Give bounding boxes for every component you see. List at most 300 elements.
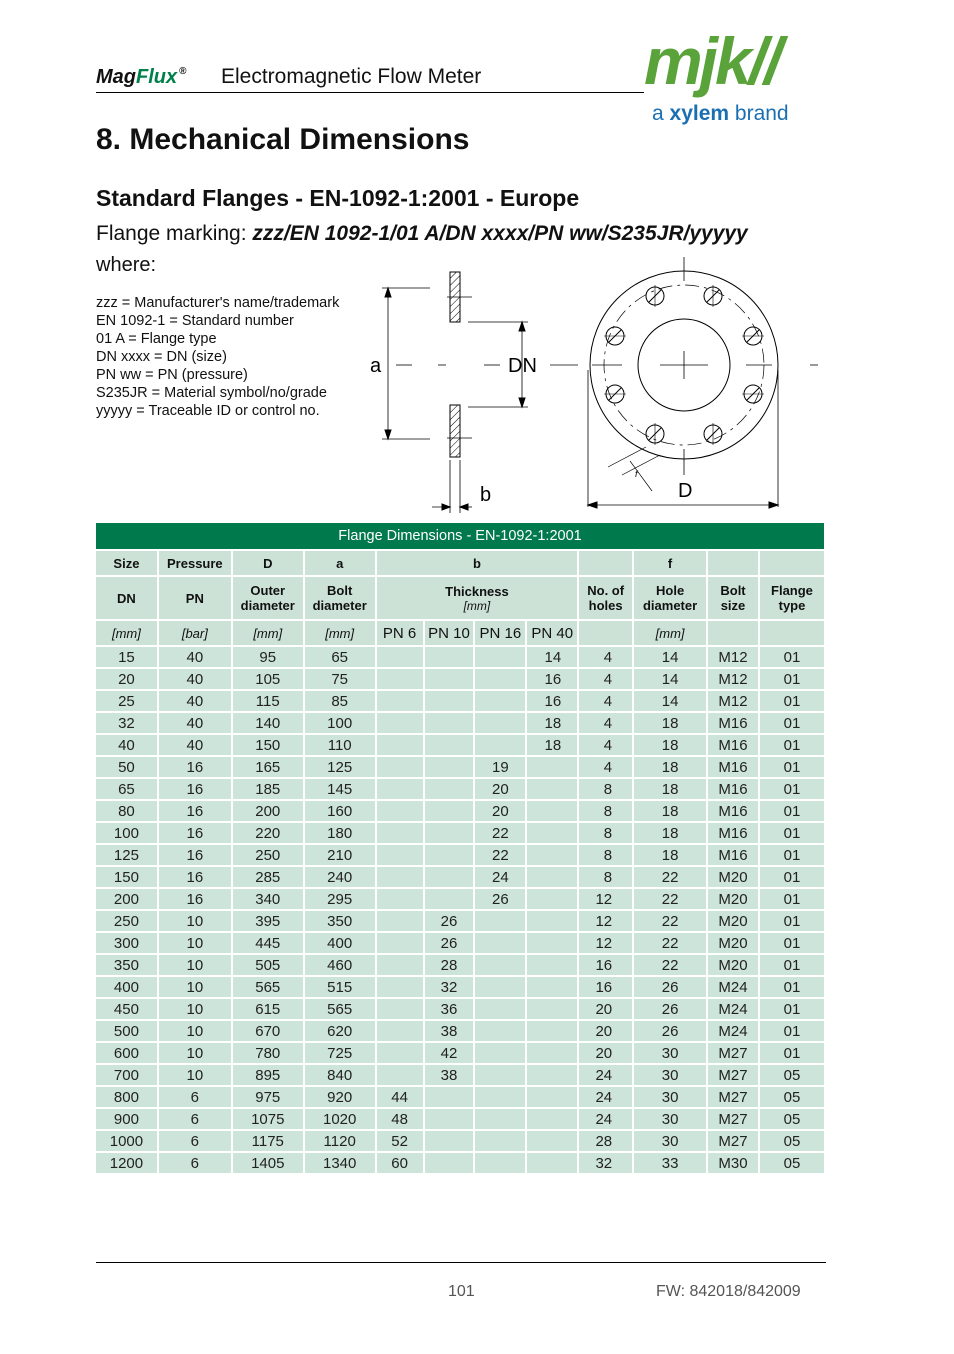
table-cell: 110 <box>304 734 376 756</box>
table-cell: 26 <box>424 910 475 932</box>
table-cell: 285 <box>232 866 304 888</box>
table-cell: 48 <box>376 1108 424 1130</box>
table-cell: 10 <box>158 976 232 998</box>
table-cell: 65 <box>304 646 376 668</box>
head-holes-2: holes <box>588 598 623 613</box>
table-cell: 01 <box>759 822 825 844</box>
table-cell: 1075 <box>232 1108 304 1130</box>
table-cell: 01 <box>759 756 825 778</box>
table-cell: 395 <box>232 910 304 932</box>
table-cell: 515 <box>304 976 376 998</box>
table-header-row-2 <box>96 576 825 620</box>
flange-dimensions-table <box>96 523 826 1175</box>
table-cell: 01 <box>759 1042 825 1064</box>
unit-pn40: PN 40 <box>526 620 578 646</box>
table-cell: M16 <box>707 778 759 800</box>
head-outer-diameter <box>232 576 304 620</box>
table-cell: 16 <box>158 822 232 844</box>
table-cell: 18 <box>633 822 707 844</box>
table-cell: 300 <box>96 932 158 954</box>
table-cell: 19 <box>474 756 526 778</box>
table-cell: 26 <box>633 976 707 998</box>
table-row <box>96 1042 825 1064</box>
table-cell: 160 <box>304 800 376 822</box>
table-cell <box>474 646 526 668</box>
page-title: 8. Mechanical Dimensions <box>96 123 470 156</box>
table-cell: 12 <box>578 910 633 932</box>
table-cell: 16 <box>158 888 232 910</box>
table-cell: 05 <box>759 1152 825 1174</box>
table-cell <box>526 976 578 998</box>
table-cell: 01 <box>759 778 825 800</box>
head-flange-type <box>759 576 825 620</box>
table-cell: 14 <box>526 646 578 668</box>
table-cell: 01 <box>759 998 825 1020</box>
head-outer-1: Outer <box>250 583 286 598</box>
table-cell: 6 <box>158 1130 232 1152</box>
table-cell: 10 <box>158 1020 232 1042</box>
table-cell <box>424 756 475 778</box>
table-cell: 200 <box>96 888 158 910</box>
marking-value: zzz/EN 1092-1/01 A/DN xxxx/PN ww/S235JR/yyyyy <box>252 222 748 245</box>
table-cell: 42 <box>424 1042 475 1064</box>
table-cell <box>424 668 475 690</box>
table-row <box>96 1020 825 1042</box>
table-cell: 4 <box>578 646 633 668</box>
note-line: S235JR = Material symbol/no/grade <box>96 385 327 401</box>
table-cell: 18 <box>526 734 578 756</box>
table-cell: 24 <box>578 1108 633 1130</box>
table-cell: 840 <box>304 1064 376 1086</box>
table-cell: M24 <box>707 1020 759 1042</box>
table-cell: 340 <box>232 888 304 910</box>
table-cell: 400 <box>96 976 158 998</box>
table-cell <box>376 712 424 734</box>
col-a: a <box>304 550 376 576</box>
magflux-brand <box>96 66 187 89</box>
table-cell <box>376 690 424 712</box>
table-cell <box>526 1086 578 1108</box>
table-cell: 100 <box>304 712 376 734</box>
table-cell <box>474 1064 526 1086</box>
table-cell <box>376 800 424 822</box>
table-cell <box>526 954 578 976</box>
table-cell: 32 <box>96 712 158 734</box>
table-cell <box>376 866 424 888</box>
table-title: Flange Dimensions - EN-1092-1:2001 <box>96 523 825 550</box>
table-cell: 8 <box>578 822 633 844</box>
table-cell: 240 <box>304 866 376 888</box>
footer-rule <box>96 1262 826 1263</box>
table-cell: 80 <box>96 800 158 822</box>
head-bsize-2: size <box>720 598 746 613</box>
head-bolt-2: diameter <box>312 598 367 613</box>
table-cell <box>474 1152 526 1174</box>
table-cell <box>376 646 424 668</box>
table-row <box>96 646 825 668</box>
table-cell <box>526 778 578 800</box>
col-d: D <box>232 550 304 576</box>
table-cell: 52 <box>376 1130 424 1152</box>
table-row <box>96 954 825 976</box>
table-cell: M20 <box>707 866 759 888</box>
table-row <box>96 910 825 932</box>
table-cell: 220 <box>232 822 304 844</box>
table-cell: 200 <box>232 800 304 822</box>
table-cell <box>376 888 424 910</box>
table-cell: 40 <box>158 646 232 668</box>
table-cell: 15 <box>96 646 158 668</box>
table-cell <box>424 844 475 866</box>
col-size: Size <box>96 550 158 576</box>
flange-side-view <box>382 272 578 513</box>
table-cell: M27 <box>707 1042 759 1064</box>
table-cell: 12 <box>578 932 633 954</box>
table-cell: M20 <box>707 888 759 910</box>
page-number: 101 <box>448 1283 475 1300</box>
table-cell <box>526 910 578 932</box>
table-cell: 05 <box>759 1064 825 1086</box>
table-cell: 40 <box>158 712 232 734</box>
table-cell: 125 <box>304 756 376 778</box>
table-cell: 33 <box>633 1152 707 1174</box>
table-row <box>96 734 825 756</box>
table-cell: 40 <box>158 690 232 712</box>
table-body <box>96 646 825 1174</box>
head-pn: PN <box>158 576 232 620</box>
table-cell: 32 <box>424 976 475 998</box>
col-holes-blank <box>578 550 633 576</box>
table-cell: 30 <box>633 1130 707 1152</box>
table-cell <box>474 1042 526 1064</box>
table-cell: M16 <box>707 712 759 734</box>
table-cell: 140 <box>232 712 304 734</box>
table-cell <box>424 1152 475 1174</box>
firmware-label: FW: 842018/842009 <box>656 1283 801 1300</box>
table-cell <box>424 822 475 844</box>
table-cell <box>526 1108 578 1130</box>
table-cell <box>376 778 424 800</box>
table-cell: 1000 <box>96 1130 158 1152</box>
table-cell: 20 <box>474 778 526 800</box>
unit-holes <box>578 620 633 646</box>
table-cell: 670 <box>232 1020 304 1042</box>
note-line: 01 A = Flange type <box>96 331 217 347</box>
flange-front-view <box>588 257 818 508</box>
table-title-row <box>96 523 825 550</box>
table-cell: 350 <box>304 910 376 932</box>
table-cell: 150 <box>232 734 304 756</box>
brand-mag: Mag <box>96 66 136 88</box>
table-cell: 22 <box>633 932 707 954</box>
table-cell: 16 <box>578 976 633 998</box>
table-row <box>96 976 825 998</box>
table-cell: 18 <box>633 778 707 800</box>
table-row <box>96 1130 825 1152</box>
table-cell: 01 <box>759 1020 825 1042</box>
table-cell: 38 <box>424 1064 475 1086</box>
table-cell: 44 <box>376 1086 424 1108</box>
table-cell <box>424 734 475 756</box>
table-cell <box>526 1064 578 1086</box>
table-cell <box>424 866 475 888</box>
table-cell: 01 <box>759 690 825 712</box>
table-cell: 05 <box>759 1086 825 1108</box>
label-a: a <box>370 355 382 377</box>
table-cell: 16 <box>578 954 633 976</box>
table-cell: 24 <box>578 1086 633 1108</box>
table-cell: 1020 <box>304 1108 376 1130</box>
head-thickness-label: Thickness <box>445 583 509 599</box>
table-cell: 800 <box>96 1086 158 1108</box>
table-cell: 16 <box>158 756 232 778</box>
label-b: b <box>480 484 492 506</box>
table-row <box>96 1086 825 1108</box>
table-cell <box>424 1086 475 1108</box>
table-cell: 01 <box>759 800 825 822</box>
head-hole-diameter <box>633 576 707 620</box>
table-cell: 1405 <box>232 1152 304 1174</box>
table-cell: 1340 <box>304 1152 376 1174</box>
table-row <box>96 844 825 866</box>
table-cell: M16 <box>707 822 759 844</box>
note-line: yyyyy = Traceable ID or control no. <box>96 403 320 419</box>
col-b: b <box>376 550 579 576</box>
table-cell <box>376 734 424 756</box>
table-cell <box>474 1086 526 1108</box>
table-cell <box>474 1130 526 1152</box>
table-cell: 165 <box>232 756 304 778</box>
table-cell: 700 <box>96 1064 158 1086</box>
table-cell: 400 <box>304 932 376 954</box>
table-cell: 26 <box>424 932 475 954</box>
table-cell: 30 <box>633 1108 707 1130</box>
label-dn: DN <box>508 355 537 377</box>
table-cell: 65 <box>96 778 158 800</box>
table-cell: 01 <box>759 954 825 976</box>
table-cell <box>474 954 526 976</box>
table-cell <box>376 822 424 844</box>
table-row <box>96 888 825 910</box>
table-cell <box>376 976 424 998</box>
table-cell: 4 <box>578 712 633 734</box>
label-d: D <box>678 480 693 502</box>
table-cell: 20 <box>96 668 158 690</box>
table-cell <box>526 1152 578 1174</box>
head-no-holes <box>578 576 633 620</box>
table-cell: 6 <box>158 1108 232 1130</box>
head-bolt-diameter <box>304 576 376 620</box>
table-cell: 975 <box>232 1086 304 1108</box>
head-dn: DN <box>96 576 158 620</box>
table-cell <box>474 734 526 756</box>
table-cell <box>376 1042 424 1064</box>
table-row <box>96 800 825 822</box>
head-outer-2: diameter <box>240 598 295 613</box>
table-cell: 16 <box>158 778 232 800</box>
table-cell: 10 <box>158 998 232 1020</box>
table-cell: 38 <box>424 1020 475 1042</box>
table-cell <box>526 844 578 866</box>
table-units-row <box>96 620 825 646</box>
table-cell: 565 <box>232 976 304 998</box>
table-cell: 505 <box>232 954 304 976</box>
table-cell: 295 <box>304 888 376 910</box>
header-rule <box>96 92 644 93</box>
table-row <box>96 932 825 954</box>
table-cell: 920 <box>304 1086 376 1108</box>
table-cell: 125 <box>96 844 158 866</box>
table-cell <box>474 712 526 734</box>
table-cell: 18 <box>633 734 707 756</box>
table-cell: 75 <box>304 668 376 690</box>
table-cell: 36 <box>424 998 475 1020</box>
table-cell: 10 <box>158 1042 232 1064</box>
table-cell: 115 <box>232 690 304 712</box>
table-cell: 6 <box>158 1086 232 1108</box>
table-cell <box>376 844 424 866</box>
table-cell <box>526 1020 578 1042</box>
table-cell: M16 <box>707 844 759 866</box>
table-cell <box>526 822 578 844</box>
table-cell: 85 <box>304 690 376 712</box>
table-cell <box>376 998 424 1020</box>
table-cell: 350 <box>96 954 158 976</box>
table-cell: 01 <box>759 976 825 998</box>
table-cell: 40 <box>158 668 232 690</box>
table-cell <box>526 1042 578 1064</box>
table-cell: 22 <box>474 822 526 844</box>
table-cell: 150 <box>96 866 158 888</box>
table-cell: 450 <box>96 998 158 1020</box>
marking-label: Flange marking: <box>96 222 253 245</box>
head-bolt-1: Bolt <box>327 583 353 598</box>
table-cell: 10 <box>158 1064 232 1086</box>
header-title: Electromagnetic Flow Meter <box>221 65 482 88</box>
table-cell <box>376 1020 424 1042</box>
table-cell: M30 <box>707 1152 759 1174</box>
col-pressure: Pressure <box>158 550 232 576</box>
table-cell: 145 <box>304 778 376 800</box>
table-cell: 26 <box>633 998 707 1020</box>
col-f: f <box>633 550 707 576</box>
unit-pn16: PN 16 <box>474 620 526 646</box>
table-cell <box>474 668 526 690</box>
table-cell: 4 <box>578 756 633 778</box>
col-bolt-blank <box>707 550 759 576</box>
table-cell: 18 <box>633 800 707 822</box>
note-line: EN 1092-1 = Standard number <box>96 313 294 329</box>
table-cell: 26 <box>633 1020 707 1042</box>
head-hole-2: diameter <box>642 598 698 613</box>
table-cell: 25 <box>96 690 158 712</box>
table-cell: 16 <box>526 668 578 690</box>
table-cell: 12 <box>578 888 633 910</box>
note-line: PN ww = PN (pressure) <box>96 367 248 383</box>
unit-pn: [bar] <box>158 620 232 646</box>
table-cell: 1200 <box>96 1152 158 1174</box>
table-cell: 50 <box>96 756 158 778</box>
unit-d: [mm] <box>232 620 304 646</box>
unit-f: [mm] <box>633 620 707 646</box>
table-cell <box>376 668 424 690</box>
table-cell: 895 <box>232 1064 304 1086</box>
table-cell: 16 <box>526 690 578 712</box>
table-cell: 20 <box>474 800 526 822</box>
head-bolt-size <box>707 576 759 620</box>
table-cell <box>424 690 475 712</box>
table-cell: 32 <box>578 1152 633 1174</box>
section-title: Standard Flanges - EN-1092-1:2001 - Europe <box>96 185 580 211</box>
unit-pn10: PN 10 <box>424 620 475 646</box>
table-cell <box>376 910 424 932</box>
table-cell: 18 <box>633 712 707 734</box>
table-cell <box>474 690 526 712</box>
table-cell: 10 <box>158 954 232 976</box>
table-cell: M27 <box>707 1064 759 1086</box>
table-cell: 16 <box>158 844 232 866</box>
table-cell: 105 <box>232 668 304 690</box>
table-cell <box>526 888 578 910</box>
table-cell: 05 <box>759 1130 825 1152</box>
table-cell: 615 <box>232 998 304 1020</box>
table-cell: 18 <box>633 756 707 778</box>
table-cell <box>424 1130 475 1152</box>
table-cell: 24 <box>578 1064 633 1086</box>
table-cell: 05 <box>759 1108 825 1130</box>
table-cell: 16 <box>158 800 232 822</box>
table-cell: 8 <box>578 800 633 822</box>
table-cell: 14 <box>633 690 707 712</box>
table-cell: 20 <box>578 1042 633 1064</box>
tagline-xylem: xylem <box>669 102 730 125</box>
table-cell: 01 <box>759 888 825 910</box>
table-cell <box>376 932 424 954</box>
table-cell: 18 <box>526 712 578 734</box>
table-cell: M27 <box>707 1108 759 1130</box>
table-cell: 180 <box>304 822 376 844</box>
table-cell: 40 <box>158 734 232 756</box>
xylem-tagline <box>652 102 789 126</box>
tagline-a: a <box>652 102 670 125</box>
table-cell: 725 <box>304 1042 376 1064</box>
table-cell <box>376 756 424 778</box>
table-cell: 780 <box>232 1042 304 1064</box>
table-cell: 01 <box>759 844 825 866</box>
table-cell <box>474 1108 526 1130</box>
note-line: zzz = Manufacturer's name/trademark <box>96 295 340 311</box>
table-cell: 01 <box>759 712 825 734</box>
unit-pn6: PN 6 <box>376 620 424 646</box>
table-row <box>96 866 825 888</box>
table-cell: M27 <box>707 1130 759 1152</box>
table-cell: 4 <box>578 734 633 756</box>
table-cell: 8 <box>578 844 633 866</box>
table-cell: 22 <box>633 910 707 932</box>
table-cell: M16 <box>707 734 759 756</box>
table-cell <box>526 932 578 954</box>
table-cell: 10 <box>158 910 232 932</box>
table-cell: M12 <box>707 668 759 690</box>
head-ftype-1: Flange <box>771 583 813 598</box>
table-cell: 24 <box>474 866 526 888</box>
table-cell: M24 <box>707 976 759 998</box>
table-cell: M12 <box>707 690 759 712</box>
table-cell: M16 <box>707 756 759 778</box>
head-thickness-unit: [mm] <box>463 598 491 613</box>
table-cell: 100 <box>96 822 158 844</box>
table-cell <box>376 1064 424 1086</box>
